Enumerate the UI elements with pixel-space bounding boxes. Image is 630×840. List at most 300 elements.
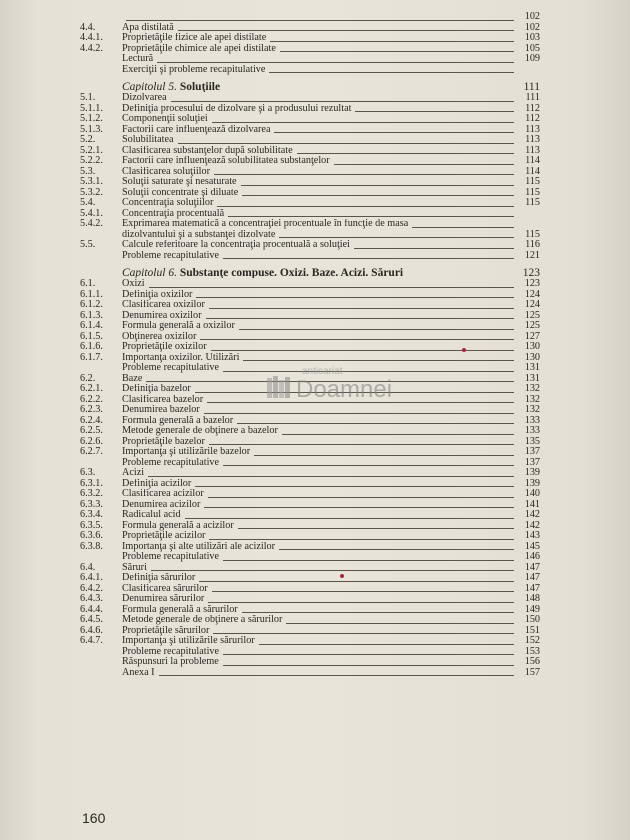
entry-title: Răspunsuri la probleme bbox=[122, 657, 219, 667]
entry-title: Definiţia procesului de dizolvare şi a produsului rezultat bbox=[122, 103, 352, 114]
entry-title: Radicalul acid bbox=[122, 510, 181, 520]
toc-entry bbox=[80, 395, 540, 406]
toc-entry bbox=[80, 300, 540, 311]
entry-page-number: 130 bbox=[524, 341, 540, 352]
entry-number: 6.1.4. bbox=[80, 320, 103, 331]
entry-title: Obţinerea oxizilor bbox=[122, 331, 197, 342]
leader-line bbox=[208, 497, 514, 498]
toc-entry bbox=[80, 594, 540, 605]
entry-page-number: 113 bbox=[525, 134, 540, 145]
entry-title: Clasificarea substanţelor după solubilitate bbox=[122, 145, 293, 156]
leader-line bbox=[204, 507, 514, 508]
entry-title: Clasificarea acizilor bbox=[122, 489, 204, 499]
entry-page-number: 141 bbox=[524, 498, 540, 510]
entry-page-number: 135 bbox=[524, 435, 540, 447]
entry-page-number: 148 bbox=[524, 593, 540, 604]
entry-title: Exerciţii şi probleme recapitulative bbox=[122, 64, 266, 75]
entry-title: Concentraţia soluţiilor bbox=[122, 198, 214, 208]
entry-title: Oxizi bbox=[122, 279, 145, 289]
entry-title: Probleme recapitulative bbox=[122, 646, 220, 657]
leader-line bbox=[149, 287, 514, 288]
entry-title: Concentraţia procentuală bbox=[122, 208, 225, 219]
chapter-label: Capitolul 5. bbox=[122, 81, 177, 92]
toc-entry bbox=[80, 479, 540, 490]
leader-line bbox=[269, 72, 514, 73]
toc-entry bbox=[80, 104, 540, 115]
leader-line bbox=[209, 308, 514, 309]
ink-speck bbox=[462, 348, 466, 352]
leader-line bbox=[148, 476, 514, 477]
entry-page-number: 123 bbox=[522, 266, 540, 279]
entry-page-number: 133 bbox=[524, 414, 540, 426]
entry-number: 5.3.1. bbox=[80, 176, 103, 187]
entry-title: Acizi bbox=[122, 468, 145, 478]
entry-number: 6.1.2. bbox=[80, 299, 103, 310]
leader-line bbox=[286, 623, 514, 624]
leader-line bbox=[151, 570, 514, 571]
toc-entry bbox=[80, 563, 540, 574]
entry-number: 5.4.2. bbox=[80, 218, 103, 229]
entry-number: 6.1.1. bbox=[80, 288, 103, 300]
entry-title: Probleme recapitulative bbox=[122, 552, 220, 562]
toc-entry bbox=[80, 584, 540, 595]
entry-title: Formula generală a bazelor bbox=[122, 415, 234, 426]
entry-number: 6.2.6. bbox=[80, 435, 103, 447]
entry-title: Proprietăţile chimice ale apei distilate bbox=[122, 43, 276, 54]
toc-entry bbox=[80, 405, 540, 416]
entry-page-number: 139 bbox=[524, 477, 540, 489]
entry-title: Factorii care influenţează dizolvarea bbox=[122, 124, 271, 135]
toc-entry bbox=[80, 500, 540, 511]
toc-entry bbox=[80, 615, 540, 626]
leader-line bbox=[355, 111, 514, 112]
entry-title: Denumirea sărurilor bbox=[122, 594, 205, 604]
entry-number: 6.3.1. bbox=[80, 477, 103, 489]
chapter-label: Capitolul 6. bbox=[122, 267, 177, 278]
leader-line bbox=[297, 153, 514, 154]
entry-number: 5.1. bbox=[80, 92, 96, 103]
leader-line bbox=[171, 101, 514, 102]
leader-line bbox=[241, 185, 514, 186]
leader-line bbox=[239, 329, 514, 330]
entry-number: 6.3.5. bbox=[80, 519, 103, 531]
leader-line bbox=[212, 122, 514, 123]
leader-line bbox=[207, 402, 514, 403]
entry-page-number: 112 bbox=[525, 113, 540, 124]
entry-title: Definiţia bazelor bbox=[122, 384, 191, 394]
entry-page-number: 156 bbox=[524, 656, 540, 667]
entry-number: 5.1.3. bbox=[80, 123, 103, 135]
entry-page-number: 145 bbox=[524, 540, 540, 552]
toc-entry bbox=[80, 542, 540, 553]
leader-line bbox=[223, 371, 514, 372]
toc-entry bbox=[80, 321, 540, 332]
leader-line bbox=[279, 237, 514, 238]
watermark-line1: anticariat bbox=[302, 366, 343, 377]
entry-number: 5.2.1. bbox=[80, 144, 103, 156]
entry-number: 5.3. bbox=[80, 165, 96, 177]
leader-line bbox=[242, 195, 514, 196]
leader-line bbox=[185, 518, 514, 519]
chapter-name: Substanţe compuse. Oxizi. Baze. Acizi. Săruri bbox=[179, 267, 404, 278]
toc-entry bbox=[80, 240, 540, 251]
entry-title: Clasificarea soluţiilor bbox=[122, 166, 210, 177]
toc-entry bbox=[80, 447, 540, 458]
leader-line bbox=[195, 392, 514, 393]
entry-number: 6.4.6. bbox=[80, 624, 103, 636]
entry-title: Denumirea acizilor bbox=[122, 499, 201, 510]
toc-entry bbox=[80, 489, 540, 500]
entry-number: 5.5. bbox=[80, 239, 96, 250]
entry-page-number: 124 bbox=[524, 299, 540, 310]
entry-title: Importanţa şi utilizările sărurilor bbox=[122, 636, 255, 646]
leader-line bbox=[212, 591, 514, 592]
entry-title: Lectură bbox=[122, 54, 154, 64]
entry-page-number: 131 bbox=[524, 372, 540, 384]
entry-page-number: 115 bbox=[525, 186, 540, 198]
leader-line bbox=[223, 665, 514, 666]
leader-line bbox=[199, 581, 514, 582]
entry-number: 6.3.2. bbox=[80, 488, 103, 499]
leader-line bbox=[209, 444, 514, 445]
toc-entry bbox=[80, 65, 540, 76]
entry-number: 5.3.2. bbox=[80, 186, 103, 198]
entry-title: Solubilitatea bbox=[122, 135, 174, 145]
toc-chapter-heading bbox=[80, 75, 540, 93]
entry-number: 6.1.3. bbox=[80, 309, 103, 321]
toc-entry bbox=[80, 156, 540, 167]
entry-page-number: 113 bbox=[525, 123, 540, 135]
entry-number: 6.1.7. bbox=[80, 351, 103, 363]
entry-title: Factorii care influenţează solubilitatea substanţelor bbox=[122, 156, 330, 166]
entry-page-number: 152 bbox=[524, 635, 540, 646]
toc-entry bbox=[80, 647, 540, 658]
entry-title: Baze bbox=[122, 373, 143, 384]
toc-entry bbox=[80, 384, 540, 395]
entry-title: Clasificarea sărurilor bbox=[122, 583, 208, 594]
entry-page-number: 114 bbox=[525, 155, 540, 166]
toc-entry bbox=[80, 33, 540, 44]
leader-line bbox=[204, 413, 514, 414]
leader-line bbox=[228, 216, 514, 217]
entry-page-number: 142 bbox=[524, 519, 540, 531]
ink-speck bbox=[340, 574, 344, 578]
chapter-name: Soluţiile bbox=[179, 81, 221, 92]
entry-page-number: 153 bbox=[524, 645, 540, 657]
entry-title: Probleme recapitulative bbox=[122, 457, 220, 468]
toc-entry bbox=[80, 626, 540, 637]
toc-entry bbox=[80, 125, 540, 136]
toc-entry bbox=[80, 135, 540, 146]
leader-line bbox=[242, 612, 514, 613]
entry-page-number: 147 bbox=[524, 582, 540, 594]
entry-title: Clasificarea bazelor bbox=[122, 394, 204, 405]
leader-line bbox=[223, 654, 514, 655]
entry-title: Dizolvarea bbox=[122, 93, 167, 103]
toc-entry bbox=[80, 426, 540, 437]
entry-number: 4.4.1. bbox=[80, 32, 103, 43]
entry-page-number: 132 bbox=[524, 383, 540, 394]
toc-entry bbox=[80, 521, 540, 532]
toc-entry bbox=[80, 636, 540, 647]
page-number: 160 bbox=[82, 810, 106, 826]
leader-line bbox=[282, 434, 514, 435]
entry-number: 4.4. bbox=[80, 21, 96, 33]
toc-entry bbox=[80, 251, 540, 262]
entry-page-number: 140 bbox=[524, 488, 540, 499]
toc-entry bbox=[80, 167, 540, 178]
leader-line bbox=[237, 423, 514, 424]
toc-entry bbox=[80, 510, 540, 521]
entry-page-number: 130 bbox=[524, 351, 540, 363]
toc-entry bbox=[80, 342, 540, 353]
entry-page-number: 111 bbox=[525, 92, 540, 103]
entry-page-number: 151 bbox=[524, 624, 540, 636]
entry-title: Clasificarea oxizilor bbox=[122, 300, 205, 310]
toc-entry bbox=[80, 177, 540, 188]
entry-title: Calcule referitoare la concentraţia procentuală a soluţiei bbox=[122, 240, 350, 250]
toc-entry bbox=[80, 198, 540, 209]
entry-number: 6.4.3. bbox=[80, 593, 103, 604]
entry-number: 5.4. bbox=[80, 197, 96, 208]
entry-number: 4.4.2. bbox=[80, 42, 103, 54]
leader-line bbox=[259, 644, 514, 645]
entry-title: dizolvantului şi a substanţei dizolvate bbox=[122, 229, 276, 240]
entry-page-number: 149 bbox=[524, 603, 540, 615]
entry-title: Denumirea oxizilor bbox=[122, 310, 202, 321]
entry-page-number: 123 bbox=[524, 278, 540, 289]
entry-page-number: 147 bbox=[524, 561, 540, 573]
entry-title: Apa distilată bbox=[122, 22, 174, 33]
entry-page-number: 103 bbox=[524, 32, 540, 43]
entry-title: Definiţia oxizilor bbox=[122, 289, 193, 300]
entry-number: 6.4.5. bbox=[80, 614, 103, 625]
entry-title: Anexa I bbox=[122, 667, 155, 678]
entry-page-number: 121 bbox=[524, 249, 540, 261]
entry-page-number: 132 bbox=[524, 404, 540, 415]
entry-title: Proprietăţile fizice ale apei distilate bbox=[122, 33, 267, 43]
leader-line bbox=[334, 164, 514, 165]
toc-entry bbox=[80, 353, 540, 364]
entry-page-number: 114 bbox=[525, 165, 540, 177]
entry-title: Săruri bbox=[122, 562, 147, 573]
entry-number: 6.3. bbox=[80, 467, 96, 478]
leader-line bbox=[195, 486, 514, 487]
entry-page-number: 139 bbox=[524, 467, 540, 478]
toc-entry bbox=[80, 311, 540, 322]
entry-number: 6.2.7. bbox=[80, 446, 103, 457]
toc-entry bbox=[80, 12, 540, 23]
chapter-title bbox=[80, 268, 405, 279]
entry-title: Metode generale de obţinere a bazelor bbox=[122, 426, 278, 436]
entry-page-number: 131 bbox=[524, 362, 540, 373]
chapter-title bbox=[80, 82, 222, 93]
entry-title: Metode generale de obţinere a sărurilor bbox=[122, 615, 283, 625]
entry-title: Formula generală a oxizilor bbox=[122, 321, 235, 331]
entry-title: Probleme recapitulative bbox=[122, 250, 220, 261]
toc-entry bbox=[80, 437, 540, 448]
entry-number: 6.2.1. bbox=[80, 383, 103, 394]
toc-entry bbox=[80, 219, 540, 230]
toc-entry bbox=[80, 374, 540, 385]
toc-entry bbox=[80, 458, 540, 469]
entry-title: Formula generală a sărurilor bbox=[122, 604, 238, 615]
entry-number: 6.1.5. bbox=[80, 330, 103, 342]
entry-title: Definiţia sărurilor bbox=[122, 573, 196, 583]
entry-page-number: 102 bbox=[524, 11, 540, 22]
toc-entry bbox=[80, 416, 540, 427]
leader-line bbox=[214, 174, 514, 175]
entry-page-number: 146 bbox=[524, 551, 540, 562]
table-of-contents bbox=[80, 12, 540, 678]
entry-number: 6.3.6. bbox=[80, 530, 103, 541]
leader-line bbox=[412, 227, 514, 228]
leader-line bbox=[146, 381, 514, 382]
entry-page-number: 137 bbox=[524, 446, 540, 457]
entry-title: Importanţa şi utilizările bazelor bbox=[122, 447, 251, 457]
entry-page-number: 115 bbox=[525, 197, 540, 208]
toc-entry bbox=[80, 668, 540, 679]
leader-line bbox=[270, 41, 514, 42]
leader-line bbox=[178, 143, 515, 144]
toc-entry bbox=[80, 44, 540, 55]
toc-entry bbox=[80, 290, 540, 301]
toc-entry bbox=[80, 605, 540, 616]
entry-page-number: 142 bbox=[524, 509, 540, 520]
entry-page-number: 125 bbox=[524, 309, 540, 321]
leader-line bbox=[223, 258, 514, 259]
leader-line bbox=[157, 62, 514, 63]
leader-line bbox=[206, 318, 515, 319]
entry-title: Importanţa şi alte utilizări ale acizilor bbox=[122, 541, 276, 552]
toc-chapter-heading bbox=[80, 261, 540, 279]
toc-entry bbox=[80, 531, 540, 542]
entry-title: Componenţii soluţiei bbox=[122, 114, 208, 124]
entry-page-number: 109 bbox=[524, 53, 540, 64]
leader-line bbox=[208, 602, 514, 603]
entry-number: 6.1.6. bbox=[80, 341, 103, 352]
entry-title: Importanţa oxizilor. Utilizări bbox=[122, 352, 240, 363]
entry-page-number: 112 bbox=[525, 102, 540, 114]
entry-page-number: 133 bbox=[524, 425, 540, 436]
entry-page-number: 102 bbox=[524, 21, 540, 33]
entry-title: Proprietăţile oxizilor bbox=[122, 342, 207, 352]
leader-line bbox=[279, 549, 514, 550]
entry-number: 6.4.7. bbox=[80, 635, 103, 646]
entry-page-number: 105 bbox=[524, 42, 540, 54]
entry-number: 6.2.2. bbox=[80, 393, 103, 405]
entry-page-number: 116 bbox=[525, 239, 540, 250]
entry-page-number: 137 bbox=[524, 456, 540, 468]
entry-number: 6.3.4. bbox=[80, 509, 103, 520]
leader-line bbox=[238, 528, 514, 529]
entry-title: Definiţia acizilor bbox=[122, 478, 192, 489]
entry-title: Proprietăţile sărurilor bbox=[122, 625, 210, 636]
toc-entry bbox=[80, 188, 540, 199]
entry-title: Proprietăţile bazelor bbox=[122, 436, 205, 447]
leader-line bbox=[354, 248, 514, 249]
entry-title: Proprietăţile acizilor bbox=[122, 531, 206, 541]
entry-title: Probleme recapitulative bbox=[122, 363, 220, 373]
leader-line bbox=[243, 360, 514, 361]
entry-page-number: 115 bbox=[525, 228, 540, 240]
entry-title: Soluţii saturate şi nesaturate bbox=[122, 177, 237, 187]
entry-number: 6.3.3. bbox=[80, 498, 103, 510]
entry-title: Exprimarea matematică a concentraţiei procentuale în funcţie de masa bbox=[122, 219, 409, 229]
entry-number: 6.2.3. bbox=[80, 404, 103, 415]
toc-entry bbox=[80, 332, 540, 343]
entry-number: 5.1.1. bbox=[80, 102, 103, 114]
entry-page-number: 113 bbox=[525, 144, 540, 156]
toc-entry bbox=[80, 657, 540, 668]
entry-page-number: 124 bbox=[524, 288, 540, 300]
entry-number: 6.1. bbox=[80, 278, 96, 289]
entry-page-number: 132 bbox=[524, 393, 540, 405]
toc-entry bbox=[80, 54, 540, 65]
entry-page-number: 143 bbox=[524, 530, 540, 541]
toc-entry bbox=[80, 114, 540, 125]
watermark-line2: Doamnei bbox=[296, 376, 393, 403]
entry-number: 6.2.4. bbox=[80, 414, 103, 426]
entry-page-number: 111 bbox=[523, 80, 540, 93]
entry-page-number: 150 bbox=[524, 614, 540, 625]
toc-entry bbox=[80, 146, 540, 157]
leader-line bbox=[178, 30, 514, 31]
entry-number: 6.4.1. bbox=[80, 572, 103, 583]
entry-number: 6.2. bbox=[80, 372, 96, 384]
entry-title: Denumirea bazelor bbox=[122, 405, 200, 415]
entry-number: 6.4.4. bbox=[80, 603, 103, 615]
entry-number: 5.1.2. bbox=[80, 113, 103, 124]
toc-entry bbox=[80, 363, 540, 374]
entry-page-number: 147 bbox=[524, 572, 540, 583]
leader-line bbox=[200, 339, 514, 340]
entry-number: 6.4.2. bbox=[80, 582, 103, 594]
leader-line bbox=[159, 675, 514, 676]
leader-line bbox=[196, 297, 514, 298]
toc-entry bbox=[80, 209, 540, 220]
entry-number: 5.2.2. bbox=[80, 155, 103, 166]
toc-entry bbox=[80, 468, 540, 479]
entry-title: Formula generală a acizilor bbox=[122, 520, 234, 531]
entry-number: 5.4.1. bbox=[80, 207, 103, 219]
leader-line bbox=[211, 350, 514, 351]
leader-line bbox=[223, 560, 514, 561]
leader-line bbox=[274, 132, 514, 133]
leader-line bbox=[280, 51, 514, 52]
leader-line bbox=[209, 539, 514, 540]
entry-number: 6.3.8. bbox=[80, 540, 103, 552]
leader-line bbox=[217, 206, 514, 207]
toc-entry bbox=[80, 573, 540, 584]
leader-line bbox=[213, 633, 514, 634]
entry-page-number: 127 bbox=[524, 330, 540, 342]
entry-page-number: 125 bbox=[524, 320, 540, 331]
entry-number: 6.2.5. bbox=[80, 425, 103, 436]
toc-entry bbox=[80, 279, 540, 290]
toc-entry bbox=[80, 23, 540, 34]
toc-entry bbox=[80, 93, 540, 104]
toc-entry bbox=[80, 230, 540, 241]
toc-entry bbox=[80, 552, 540, 563]
leader-line bbox=[126, 20, 514, 21]
entry-page-number: 157 bbox=[524, 666, 540, 678]
entry-page-number: 115 bbox=[525, 176, 540, 187]
entry-number: 5.2. bbox=[80, 134, 96, 145]
leader-line bbox=[254, 455, 514, 456]
entry-title: Soluţii concentrate şi diluate bbox=[122, 187, 239, 198]
entry-number: 6.4. bbox=[80, 561, 96, 573]
